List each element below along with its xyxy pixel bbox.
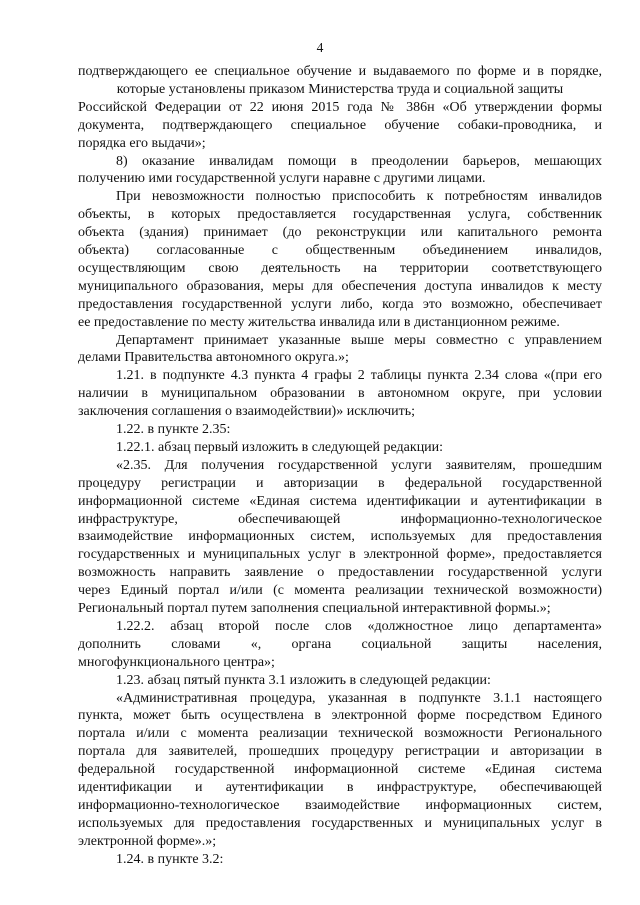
text-line: подтверждающего ее специальное обучение и выдаваемого по форме и в порядке,	[78, 64, 602, 79]
text-line: федеральной государственной информационной системе «Единая система	[78, 762, 602, 778]
text-line: возможность направить заявление о предоставлении государственной услуги	[78, 565, 602, 581]
text-line: документа, подтверждающего специальное обучение собаки-проводника, и	[78, 117, 602, 133]
text-line: Российской Федерации от 22 июня 2015 года № 386н «Об утверждении формы	[78, 99, 602, 115]
text-line: Региональный портал путем заполнения специальной интерактивной формы.»;	[78, 601, 551, 616]
text-line: которые установлены приказом Министерства труда и социальной защиты	[116, 81, 564, 97]
text-line: «2.35. Для получения государственной услуги заявителям, прошедшим	[116, 457, 602, 473]
text-line: 1.22.2. абзац второй после слов «должностное лицо департамента»	[116, 618, 602, 634]
text-line: взаимодействие информационных систем, используемых для предоставления	[78, 529, 602, 545]
text-line: инфраструктуре, обеспечивающей информационно-технологическое	[78, 511, 602, 527]
text-line: 1.23. абзац пятый пункта 3.1 изложить в следующей редакции:	[116, 672, 491, 688]
text-line: 1.21. в подпункте 4.3 пункта 4 графы 2 таблицы пункта 2.34 слова «(при его	[116, 368, 602, 384]
page-number: 4	[316, 40, 324, 55]
text-line: государственных и муниципальных услуг в электронной форме», предоставляется	[78, 547, 602, 563]
text-line: электронной форме».»;	[78, 833, 217, 849]
text-line: информационно-технологическое взаимодействие информационных систем,	[78, 797, 602, 813]
text-line: многофункционального центра»;	[78, 654, 275, 670]
text-line: 1.22.1. абзац первый изложить в следующей редакции:	[116, 439, 444, 455]
text-line: 1.22. в пункте 2.35:	[116, 422, 231, 437]
text-line: 1.24. в пункте 3.2:	[116, 851, 224, 867]
text-line: дополнить словами «, органа социальной защиты населения,	[78, 636, 602, 652]
text-line: идентификации и аутентификации в инфраструктуре, обеспечивающей	[78, 780, 602, 795]
text-line: наличии в муниципальном образовании в автономном округе, при условии	[78, 386, 602, 402]
text-line: пункта, может быть осуществлена в электронной форме посредством Единого	[78, 708, 602, 724]
text-line: делами Правительства автономного округа.»;	[78, 350, 349, 366]
text-line: портала и/или с момента реализации технической возможности Регионального	[78, 726, 602, 742]
text-line: осуществляющим свою деятельность на территории соответствующего	[78, 260, 602, 276]
text-line: При невозможности полностью приспособить к потребностям инвалидов	[116, 189, 602, 205]
text-line: 8) оказание инвалидам помощи в преодолении барьеров, мешающих	[116, 153, 602, 169]
text-line: предоставления государственной услуги либо, когда это возможно, обеспечивает	[78, 296, 602, 312]
text-line: Департамент принимает указанные выше меры совместно с управлением	[116, 332, 602, 348]
text-line: через Единый портал и/или (с момента реализации технической возможности)	[78, 583, 602, 599]
text-line: процедуру регистрации и авторизации в федеральной государственной	[78, 475, 602, 491]
text-line: объекты, в которых предоставляется государственная услуга, собственник	[78, 207, 602, 223]
text-line: используемых для предоставления государственных и муниципальных услуг в	[78, 815, 602, 831]
text-line: информационной системе «Единая система идентификации и аутентификации в	[78, 493, 602, 509]
text-line: ее предоставление по месту жительства инвалида или в дистанционном режиме.	[78, 314, 560, 330]
text-line: муниципального образования, меры для обеспечения доступа инвалидов к месту	[78, 278, 602, 294]
text-line: заключения соглашения о взаимодействии)» исключить;	[78, 404, 416, 420]
text-line: получению ими государственной услуги наравне с другими лицами.	[78, 171, 486, 187]
text-line: объекта (здания) принимает (до реконструкции или капитального ремонта	[78, 225, 602, 241]
text-line: объекта) согласованные с общественным объединением инвалидов,	[78, 243, 602, 258]
text-line: порядка его выдачи»;	[78, 135, 206, 151]
text-line: «Административная процедура, указанная в подпункте 3.1.1 настоящего	[116, 690, 602, 706]
text-line: портала для заявителей, прошедших процедуру регистрации и авторизации в	[78, 744, 602, 760]
